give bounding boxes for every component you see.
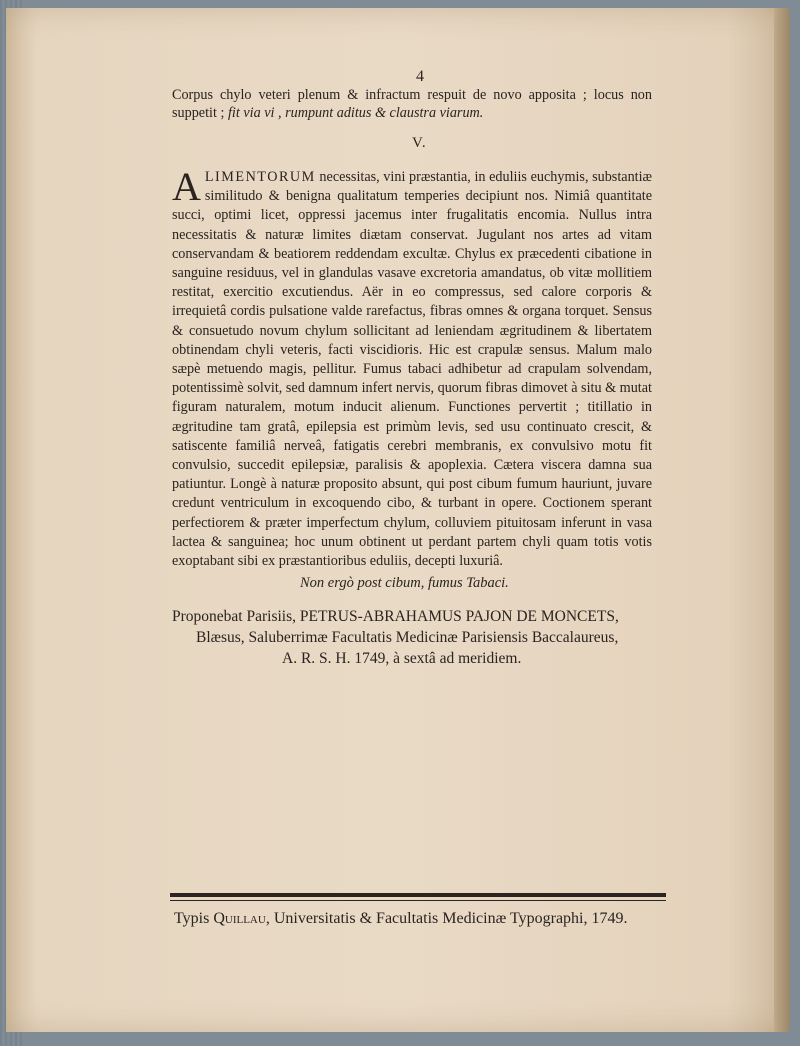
proposition-block bbox=[172, 606, 652, 669]
intro-paragraph bbox=[172, 86, 652, 122]
drop-cap: A bbox=[172, 164, 201, 209]
page-edge bbox=[774, 8, 790, 1032]
intro-text: Corpus chylo veteri plenum & infractum respuit de novo apposita ; locus non suppetit ; bbox=[172, 87, 652, 121]
section-number: V. bbox=[412, 135, 427, 151]
body-first-word: LIMENTORUM bbox=[204, 169, 316, 185]
footer-rule-thin bbox=[170, 900, 666, 901]
printer-rest: , Universitatis & Facultatis Medicinæ Typographi, 1749. bbox=[265, 910, 628, 927]
page-number: 4 bbox=[416, 68, 424, 85]
printer-imprint bbox=[174, 910, 627, 928]
body-text: necessitas, vini præstantia, in eduliis euchymis, substantiæ similitudo & benigna qualitatum temperies decipiunt nos. Nimiâ quantitate succi, optimi licet, oppressi jacemus inter frugalitatis encomia. Nullus intra necessitatis & naturæ limites diætam conservat. Jugulant nos artes ad vitam conservandam & beatiorem reddendam excultæ. Chylus ex præcedenti cibatione in sanguine residuus, vel in glandulas vasave excretoria amandatus, ob vitæ mollitiem restitat, exercitio excutiendus. Aër in eo compressus, sed calore corporis & irrequietâ cordis pulsatione valde rarefactus, fibras omnes & organa torquet. Sensus & consuetudo novum chylum sollicitant ad leniendam ægritudinem & libertatem obtinendam chyli veteris, facti viscidioris. Hic est crapulæ sensus. Malum malo sæpè metuendo magis, pellitur. Fumus tabaci adhibetur ad crapulam solvendam, potentissimè solvit, sed damnum infert nervis, quorum fibras dimovet à situ & mutat figuram naturalem, motum inducit alienum. Functiones pervertit ; titillatio in ægritudine tam gratâ, epilepsia est primùm levis, sed usu continuato crescit, & satiscente familiâ nerveâ, fatigatis cerebri membranis, ex convulsivo motu fit convulsio, succedit epilepsiæ, paralisis & apoplexia. Cætera viscera damna sua patiuntur. Longè à naturæ proposito absunt, qui post cibum fumum hauriunt, juvare credunt ventriculum in excoquendo cibo, & turbant in opere. Coctionem sperant perfectiorem & præter imperfectum chylum, colluviem pituitosam inferunt in vasa lactea & sanguinea; hoc unum obtinent ut perdant partem chyli quam totis votis exoptabant sibi ex præstantioribus eduliis, decepti luxuriâ. bbox=[172, 169, 653, 570]
conclusion-line: Non ergò post cibum, fumus Tabaci. bbox=[300, 575, 509, 591]
body-paragraph bbox=[172, 164, 653, 571]
footer-rule-thick bbox=[170, 893, 666, 897]
printer-prefix: Typis bbox=[174, 910, 210, 927]
proposition-line-2: Blæsus, Saluberrimæ Facultatis Medicinæ Parisiensis Baccalaureus, bbox=[196, 629, 619, 646]
printer-name: Quillau bbox=[213, 910, 266, 927]
proposition-line-3: A. R. S. H. 1749, à sextâ ad meridiem. bbox=[282, 650, 522, 667]
proposition-line-1: Proponebat Parisiis, PETRUS-ABRAHAMUS PAJON DE MONCETS, bbox=[172, 608, 619, 625]
intro-italic-quote: fit via vi , rumpunt aditus & claustra viarum. bbox=[227, 105, 484, 121]
